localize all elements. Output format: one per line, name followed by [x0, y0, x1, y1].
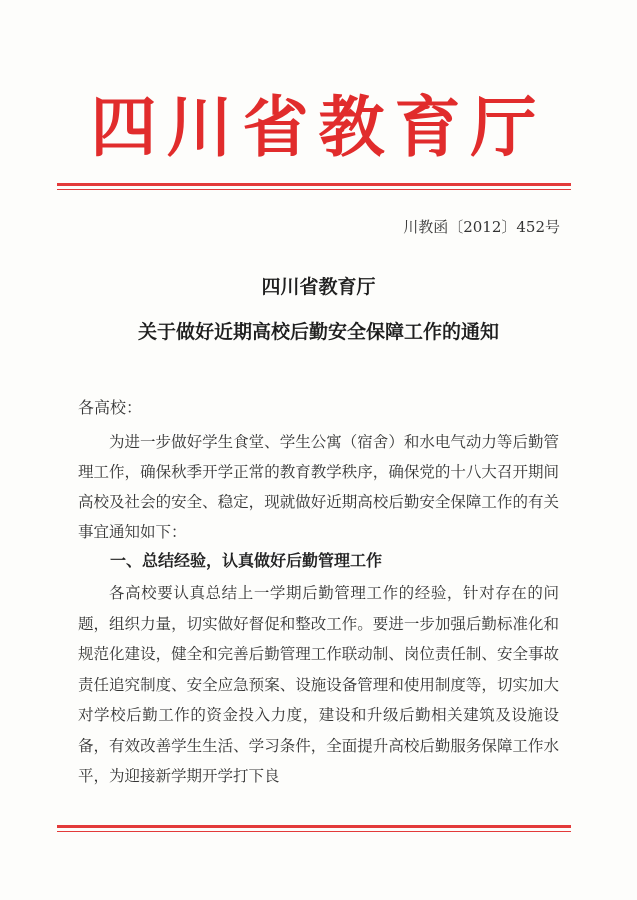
section-1-body: 各高校要认真总结上一学期后勤管理工作的经验，针对存在的问题，组织力量，切实做好督促和整改工作。要进一步加强后勤标准化和规范化建设，健全和完善后勤管理工作联动制、岗位责任制、安全事故责任追究制度、安全应急预案、设施设备管理和使用制度等，切实加大对学校后勤工作的资金投入力度，建设和升级后勤相关建筑及设施设备，有效改善学生生活、学习条件，全面提升高校后勤服务保障工作水平，为迎接新学期开学打下良 [78, 584, 559, 785]
intro-paragraph: 为进一步做好学生食堂、学生公寓（宿舍）和水电气动力等后勤管理工作，确保秋季开学正常的教育教学秩序，确保党的十八大召开期间高校及社会的安全、稳定，现就做好近期高校后勤安全保障工作的有关事宜通知如下： [78, 433, 559, 541]
masthead-org-name: 四川省教育厅 [90, 89, 547, 166]
footer-rule-thin [57, 831, 571, 832]
title-issuer: 四川省教育厅 [261, 276, 376, 298]
title-subject: 关于做好近期高校后勤安全保障工作的通知 [137, 321, 499, 343]
salutation: 各高校： [78, 398, 143, 417]
document-number: 川教函〔2012〕452号 [403, 218, 560, 236]
masthead-rule-thin [57, 189, 571, 190]
footer-rule-thick [57, 825, 571, 828]
section-1-heading: 一、总结经验，认真做好后勤管理工作 [110, 551, 383, 570]
masthead-rule-thick [57, 183, 571, 186]
